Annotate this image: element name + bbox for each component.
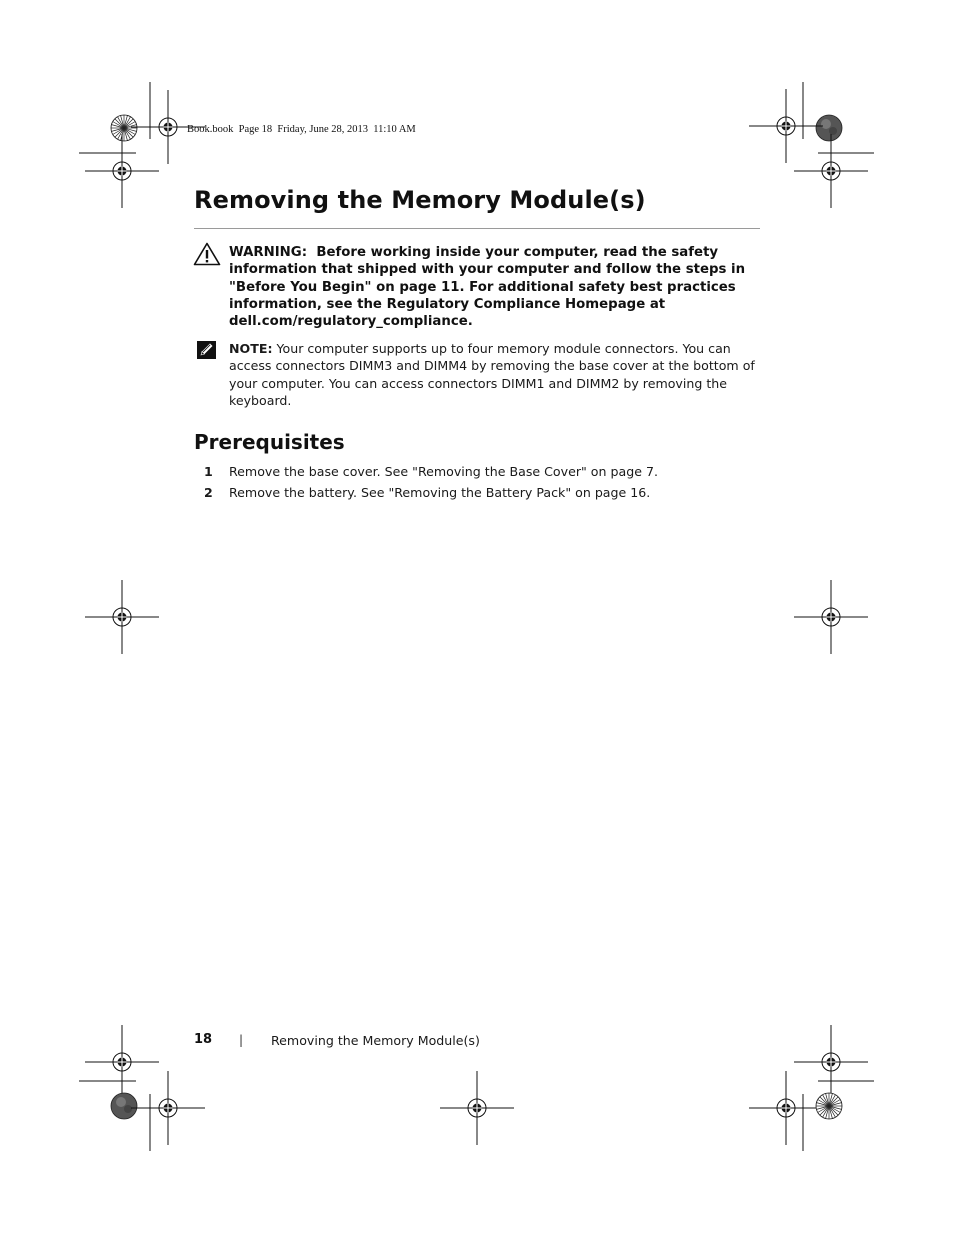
step-text: Remove the base cover. See "Removing the Base Cover" on page 7. — [229, 464, 658, 479]
footer-separator: | — [239, 1033, 244, 1047]
step-item — [0, 485, 700, 505]
warning-triangle-icon — [193, 242, 221, 266]
title-divider — [194, 228, 760, 229]
note-pencil-icon — [196, 339, 218, 361]
step-text: Remove the battery. See "Removing the Battery Pack" on page 16. — [229, 485, 651, 500]
prerequisites-heading: Prerequisites — [194, 430, 345, 454]
warning-body: Before working inside your computer, read the safety information that shipped with your computer and follow the steps in "Before You Begin" on page 11. For additional safety best practices information, see the Regulatory Compliance Homepage at dell.com/regulatory_compliance. — [229, 245, 746, 330]
note-label: NOTE: — [229, 341, 273, 356]
print-header-info: Book.book Page 18 Friday, June 28, 2013 11:10 AM — [187, 124, 416, 135]
step-item — [0, 464, 700, 484]
footer-page-number: 18 — [194, 1032, 213, 1047]
page-title: Removing the Memory Module(s) — [194, 186, 646, 214]
warning-text — [229, 244, 763, 330]
note-body: Your computer supports up to four memory module connectors. You can access connectors DIMM3 and DIMM4 by removing the base cover at the bottom of your computer. You can access connectors DIMM1 and DIMM2 by removing the keyboard. — [229, 341, 755, 409]
warning-label: WARNING: — [229, 245, 308, 260]
step-number: 1 — [204, 464, 213, 479]
footer-section-title: Removing the Memory Module(s) — [271, 1033, 480, 1048]
note-text — [229, 340, 759, 410]
step-number: 2 — [204, 485, 213, 500]
